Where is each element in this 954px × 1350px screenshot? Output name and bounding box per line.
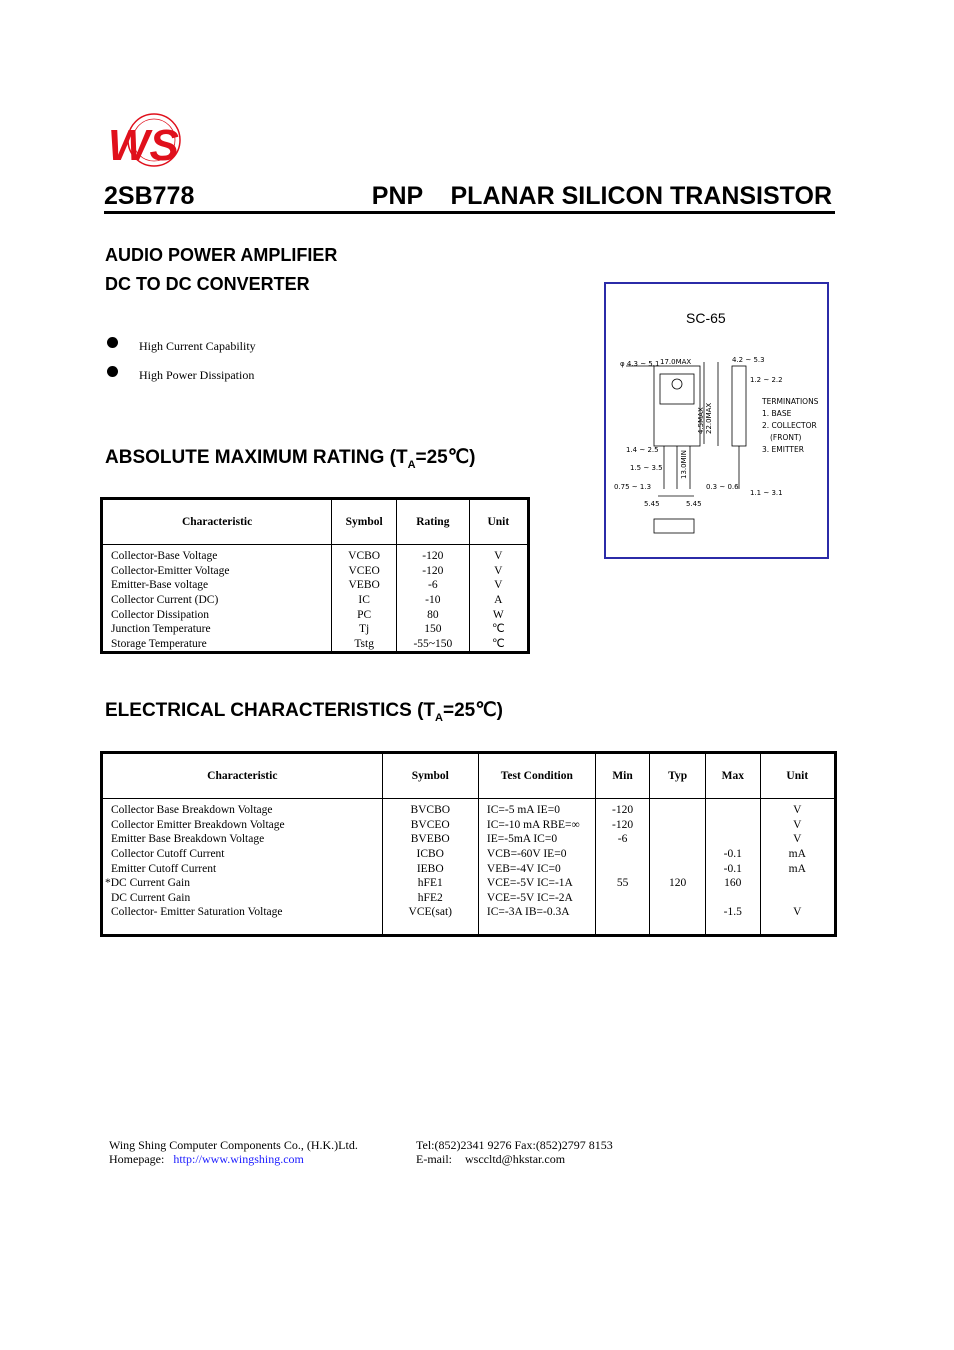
table-cell (595, 905, 650, 934)
dim-label: 22.0MAX (705, 402, 713, 434)
svg-text:WS: WS (108, 121, 179, 170)
table-cell: -1.5 (705, 905, 760, 934)
table-cell: Tstg (332, 637, 397, 652)
table-cell: V (760, 832, 834, 847)
dim-label: 5.45 (686, 500, 702, 508)
table-row (103, 847, 835, 862)
dim-label: 5.45 (644, 500, 660, 508)
termination-item: 1. BASE (762, 409, 792, 418)
feature-2: High Power Dissipation (139, 368, 255, 382)
table-cell: VCBO (332, 545, 397, 564)
table-cell: -6 (595, 832, 650, 847)
bullet-icon (107, 337, 118, 348)
table-cell: 160 (705, 876, 760, 891)
table-cell: mA (760, 847, 834, 862)
termination-item: (FRONT) (770, 433, 802, 442)
table-cell (705, 832, 760, 847)
table-row (103, 578, 528, 593)
col-header: Symbol (332, 500, 397, 545)
table-cell: VCE=-5V IC=-2A (478, 891, 595, 906)
application-1: AUDIO POWER AMPLIFIER (105, 245, 338, 265)
package-diagram (604, 282, 829, 559)
table-cell: V (469, 564, 527, 579)
footer-company: Wing Shing Computer Components Co., (H.K.)Ltd. (109, 1138, 358, 1152)
table-cell: ℃ (469, 637, 527, 652)
table-cell: PC (332, 607, 397, 622)
bullet-icon (107, 366, 118, 377)
dim-label: 1.2 ~ 2.2 (750, 376, 783, 384)
table-cell: Storage Temperature (103, 637, 332, 652)
col-header: Characteristic (103, 754, 383, 799)
table-row (103, 905, 835, 934)
col-header: Test Condition (478, 754, 595, 799)
feature-1: High Current Capability (139, 339, 256, 353)
table-cell: Collector- Emitter Saturation Voltage (103, 905, 383, 934)
dim-label: 4.2 ~ 5.3 (732, 356, 765, 364)
table-cell: *DC Current Gain (103, 876, 383, 891)
table-cell: Tj (332, 622, 397, 637)
ws-logo (104, 110, 188, 170)
table-row (103, 818, 835, 833)
table-cell: VEBO (332, 578, 397, 593)
col-header: Characteristic (103, 500, 332, 545)
table-cell: -0.1 (705, 861, 760, 876)
footer-tel-fax: Tel:(852)2341 9276 Fax:(852)2797 8153 (416, 1138, 613, 1152)
table-cell: W (469, 607, 527, 622)
table-row (103, 593, 528, 608)
table-cell (650, 905, 706, 934)
table-cell: IE=-5mA IC=0 (478, 832, 595, 847)
table-cell: -0.1 (705, 847, 760, 862)
footer-homepage: Homepage: http://www.wingshing.com (109, 1152, 304, 1166)
elec-table (102, 753, 835, 935)
table-cell (650, 861, 706, 876)
table-cell: -10 (397, 593, 470, 608)
package-name: SC-65 (686, 310, 726, 326)
table-cell: -120 (595, 818, 650, 833)
table-cell: V (760, 818, 834, 833)
table-cell (650, 847, 706, 862)
table-cell: Collector Current (DC) (103, 593, 332, 608)
table-cell: IEBO (382, 861, 478, 876)
dim-label: 0.3 ~ 0.6 (706, 483, 739, 491)
dim-label: 1.4 ~ 2.5 (626, 446, 659, 454)
table-cell: ℃ (469, 622, 527, 637)
table-cell (705, 799, 760, 818)
table-cell: 55 (595, 876, 650, 891)
table-cell: V (760, 905, 834, 934)
package-outline-drawing (606, 284, 827, 557)
table-cell: Emitter Base Breakdown Voltage (103, 832, 383, 847)
table-row (103, 876, 835, 891)
table-cell: V (469, 578, 527, 593)
table-cell: -120 (397, 545, 470, 564)
abs-max-table (102, 499, 528, 652)
table-cell: Emitter-Base voltage (103, 578, 332, 593)
dim-label: 13.0MIN (680, 450, 688, 479)
table-cell: A (469, 593, 527, 608)
table-cell (760, 891, 834, 906)
table-cell: 150 (397, 622, 470, 637)
col-header: Min (595, 754, 650, 799)
table-cell (650, 818, 706, 833)
table-cell: Collector Emitter Breakdown Voltage (103, 818, 383, 833)
table-cell: ICBO (382, 847, 478, 862)
table-cell: -6 (397, 578, 470, 593)
dim-label: 17.0MAX (660, 358, 692, 366)
table-cell (705, 818, 760, 833)
table-cell: VCEO (332, 564, 397, 579)
col-header: Unit (760, 754, 834, 799)
header-rule (104, 211, 835, 214)
termination-item: 3. EMITTER (762, 445, 804, 454)
dim-label: 0.75 ~ 1.3 (614, 483, 652, 491)
table-cell: -120 (595, 799, 650, 818)
table-cell: Collector-Emitter Voltage (103, 564, 332, 579)
table-row (103, 799, 835, 818)
table-cell: Emitter Cutoff Current (103, 861, 383, 876)
dim-label: 4.5MAX (697, 407, 705, 434)
homepage-link[interactable]: http://www.wingshing.com (173, 1152, 304, 1166)
footer-email: E-mail: wsccltd@hkstar.com (416, 1152, 566, 1166)
table-row (103, 832, 835, 847)
table-cell: 120 (650, 876, 706, 891)
table-row (103, 637, 528, 652)
table-row (103, 545, 528, 564)
table-cell: V (760, 799, 834, 818)
table-cell: BVEBO (382, 832, 478, 847)
table-cell: Collector Base Breakdown Voltage (103, 799, 383, 818)
table-cell: IC=-10 mA RBE=∞ (478, 818, 595, 833)
table-cell: -120 (397, 564, 470, 579)
dim-label: φ 4.3 ~ 5.1 (620, 360, 660, 368)
table-cell: Collector Dissipation (103, 607, 332, 622)
page-title: PNP PLANAR SILICON TRANSISTOR (371, 182, 832, 210)
table-cell: Collector Cutoff Current (103, 847, 383, 862)
table-cell: VCB=-60V IE=0 (478, 847, 595, 862)
col-header: Rating (397, 500, 470, 545)
table-cell: Junction Temperature (103, 622, 332, 637)
col-header: Unit (469, 500, 527, 545)
table-cell (705, 891, 760, 906)
table-cell: VCE(sat) (382, 905, 478, 934)
col-header: Typ (650, 754, 706, 799)
table-row (103, 861, 835, 876)
table-cell: mA (760, 861, 834, 876)
table-cell: 80 (397, 607, 470, 622)
table-cell (760, 876, 834, 891)
table-row (103, 564, 528, 579)
table-cell: VEB=-4V IC=0 (478, 861, 595, 876)
table-row (103, 622, 528, 637)
table-cell: BVCBO (382, 799, 478, 818)
col-header: Symbol (382, 754, 478, 799)
table-cell (595, 891, 650, 906)
table-cell (595, 861, 650, 876)
table-cell: Collector-Base Voltage (103, 545, 332, 564)
table-cell: IC=-3A IB=-0.3A (478, 905, 595, 934)
table-cell: V (469, 545, 527, 564)
table-cell: VCE=-5V IC=-1A (478, 876, 595, 891)
table-cell (595, 847, 650, 862)
table-cell (650, 891, 706, 906)
col-header: Max (705, 754, 760, 799)
table-cell: IC=-5 mA IE=0 (478, 799, 595, 818)
table-cell (650, 832, 706, 847)
table-cell: BVCEO (382, 818, 478, 833)
dim-label: 1.1 ~ 3.1 (750, 489, 783, 497)
table-cell: IC (332, 593, 397, 608)
dim-label: 1.5 ~ 3.5 (630, 464, 663, 472)
part-number: 2SB778 (104, 182, 195, 210)
table-cell: hFE2 (382, 891, 478, 906)
table-row (103, 607, 528, 622)
terminations-title: TERMINATIONS (762, 397, 819, 406)
application-2: DC TO DC CONVERTER (105, 274, 310, 294)
table-row (103, 891, 835, 906)
table-cell: hFE1 (382, 876, 478, 891)
table-cell: -55~150 (397, 637, 470, 652)
table-cell: DC Current Gain (103, 891, 383, 906)
elec-title: ELECTRICAL CHARACTERISTICS $(T_A=25℃)$ (105, 700, 503, 724)
abs-max-title: ABSOLUTE MAXIMUM RATING $(T_A=25℃)$ (105, 447, 476, 471)
table-cell (650, 799, 706, 818)
termination-item: 2. COLLECTOR (762, 421, 817, 430)
